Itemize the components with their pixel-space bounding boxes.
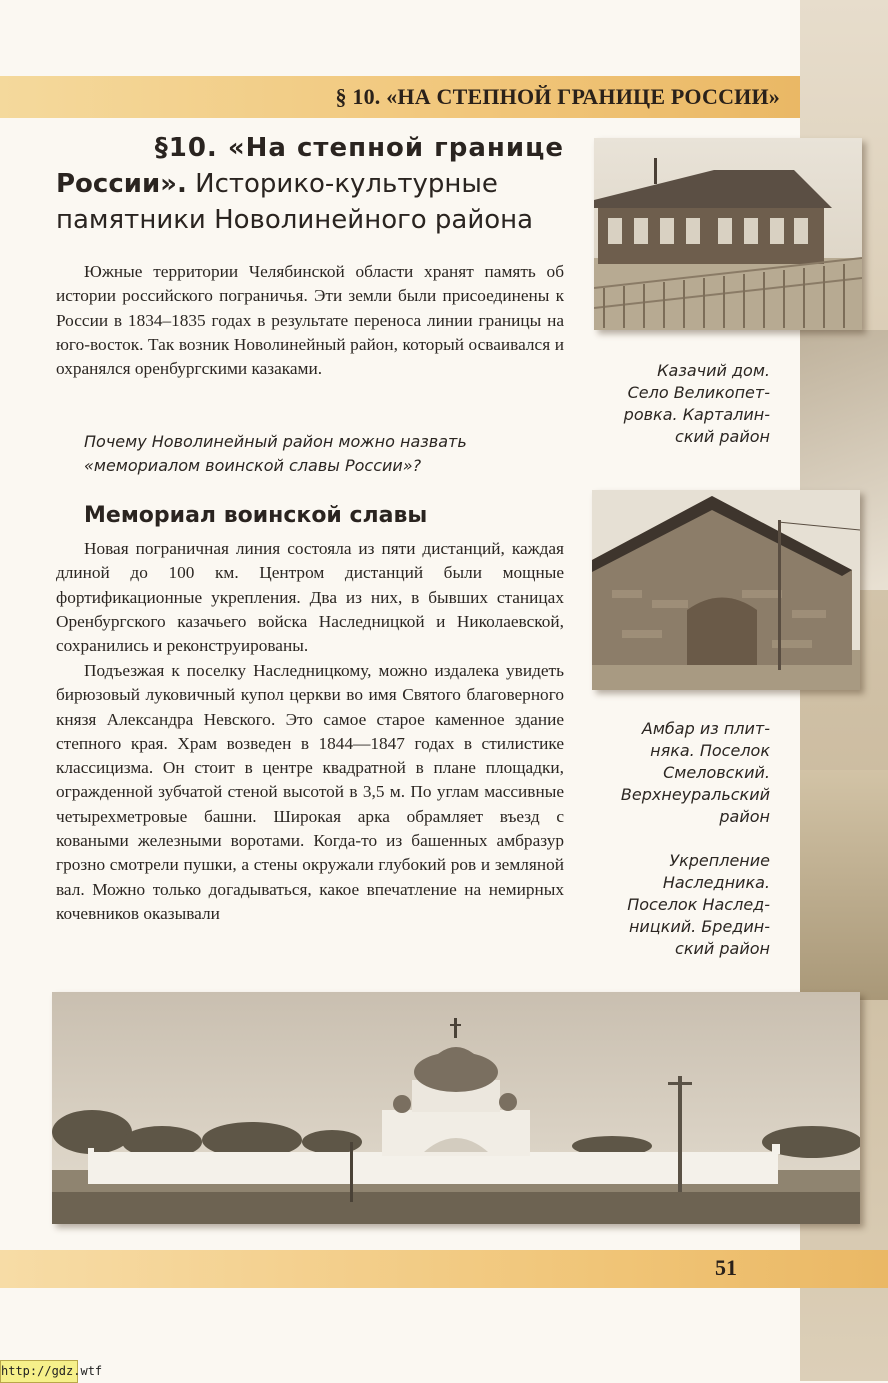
caption-fortress [592, 850, 770, 960]
fortress-panorama-photo [52, 992, 860, 1224]
strip-photo-fragment [800, 770, 888, 1000]
title-line-2-rest: Историко-культурные [186, 169, 498, 199]
intro-paragraph: Южные территории Челябинской области хранят память об истории российского пограничья. Эти земли были присоединены к России в 1834–1835 годах в результате переноса линии границы на юго-восток. Так возник Новолинейный район, который осваивался и охранялся оренбургскими казаками. [56, 262, 564, 379]
caption-line: ницкий. Бредин- [628, 917, 770, 936]
caption-line: ский район [675, 427, 770, 446]
page-title [56, 130, 564, 238]
caption-line: няка. Поселок [650, 741, 770, 760]
section-heading: Мемориал воинской славы [84, 503, 428, 528]
cossack-house-photo [594, 138, 862, 330]
footer-band [0, 1250, 888, 1288]
caption-line: Верхнеуральский [620, 785, 770, 804]
section-paragraph-2: Подъезжая к поселку Наследницкому, можно издалека увидеть бирюзовый луковичный купол церкви во имя Святого благоверного князя Александра Невского. Это самое старое каменное здание степного края. Храм возведен в 1844—1847 годах в стилистике классицизма. Он стоит в центре квадратной в плане площадки, огражденной зубчатой стеной высотой в 3,5 м. По углам массивные четырехметровые башни. Широкая арка обрамляет въезд с коваными железными воротами. Когда-то из башенных амбразур грозно смотрели пушки, а стены окружали глубокий ров и земляной вал. Можно только догадываться, какое впечатление на немирных кочевников оказывали [56, 661, 564, 923]
caption-line: Наследника. [662, 873, 770, 892]
section-paragraph-1: Новая пограничная линия состояла из пяти дистанций, каждая длиной до 100 км. Центром дистанций были мощные фортификационные укрепления. Два из них, в бывших станицах Оренбургского казачьего войска Наследницкой и Николаевской, сохранились и реконструированы. [56, 539, 564, 656]
caption-line: Укрепление [669, 851, 770, 870]
caption-line: Смеловский. [663, 763, 770, 782]
caption-line: ровка. Карталин- [623, 405, 770, 424]
caption-line: Поселок Наслед- [627, 895, 770, 914]
title-line-2 [56, 166, 564, 202]
caption-line: Казачий дом. [657, 361, 770, 380]
title-line-1: §10. «На степной границе [154, 133, 564, 163]
caption-line: Амбар из плит- [641, 719, 770, 738]
caption-line: Село Великопет- [627, 383, 770, 402]
page-number: 51 [715, 1255, 737, 1280]
stone-barn-photo [592, 490, 860, 690]
running-header-title: § 10. «НА СТЕПНОЙ ГРАНИЦЕ РОССИИ» [335, 84, 780, 109]
caption-stone-barn [592, 718, 770, 828]
title-line-3: памятники Новолинейного района [56, 205, 534, 235]
watermark-label[interactable]: http://gdz.wtf [0, 1360, 78, 1383]
caption-line: ский район [675, 939, 770, 958]
caption-line: район [719, 807, 770, 826]
running-header [0, 76, 800, 118]
title-line-2-bold: России». [56, 169, 187, 199]
caption-cossack-house [592, 360, 770, 448]
question-text: Почему Новолинейный район можно назвать «мемориалом воинской славы России»? [84, 432, 467, 475]
